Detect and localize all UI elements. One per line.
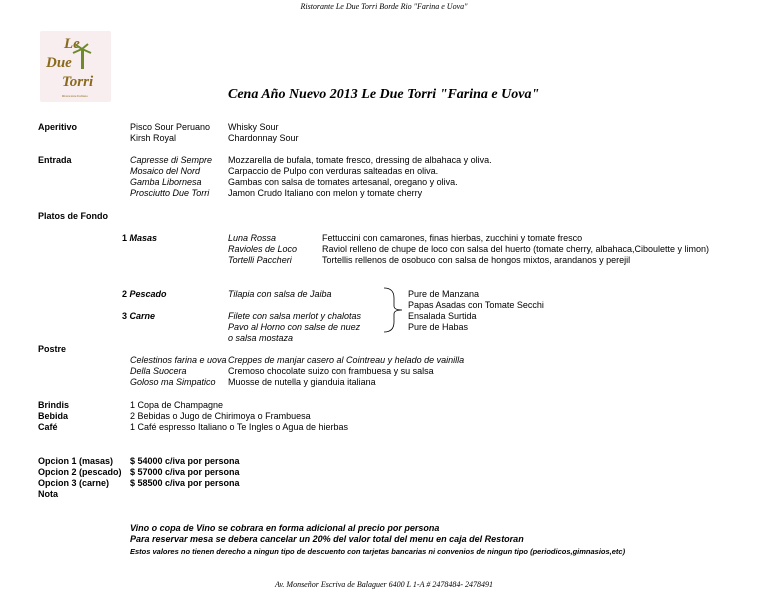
option-label: Nota xyxy=(38,489,58,499)
carne-dishes xyxy=(228,311,361,344)
aperitivo-list-1 xyxy=(130,122,210,144)
option-label: Opcion 1 (masas) xyxy=(38,456,114,466)
dish-description: Jamon Crudo Italiano con melon y tomate cherry xyxy=(228,188,423,198)
menu-title: Cena Año Nuevo 2013 Le Due Torri "Farina e Uova" xyxy=(228,87,540,102)
course-carne xyxy=(122,311,155,322)
dish-name: Mosaico del Nord xyxy=(130,166,201,176)
note-vino: Vino o copa de Vino se cobrara en forma adicional al precio por persona xyxy=(130,523,440,533)
postre-names xyxy=(130,355,227,388)
course-label: Pescado xyxy=(129,289,167,299)
dish-name: Pavo al Horno con salse de nuez xyxy=(228,322,361,332)
side-dish: Pure de Manzana xyxy=(408,289,480,299)
dish-name: Luna Rossa xyxy=(228,233,277,243)
dish-name: Tortelli Paccheri xyxy=(228,255,292,265)
side-dish: Papas Asadas con Tomate Secchi xyxy=(408,300,544,310)
option-price: $ 57000 c/iva por persona xyxy=(130,467,240,477)
dish-description: Gambas con salsa de tomates artesanal, oregano y oliva. xyxy=(228,177,458,187)
drink-value: 2 Bebidas o Jugo de Chirimoya o Frambuesa xyxy=(130,411,311,421)
logo-palm-trunk-icon xyxy=(81,49,84,69)
drink-label: Brindis xyxy=(38,400,70,410)
side-dish: Pure de Habas xyxy=(408,322,469,332)
course-pescado xyxy=(122,289,167,300)
dish-name: Ravioles de Loco xyxy=(228,244,298,254)
dish-description: Raviol relleno de chupe de loco con salsa del huerto (tomate cherry, albahaca,Ciboulette y limon) xyxy=(322,244,710,254)
option-prices xyxy=(130,456,240,489)
drink-label: Café xyxy=(38,422,58,432)
restaurant-logo xyxy=(40,31,111,102)
masas-names xyxy=(228,233,297,266)
dish-name: Filete con salsa merlot y chalotas xyxy=(228,311,362,321)
note-descuentos: Estos valores no tienen derecho a ningun tipo de descuento con tarjetas bancarias ni convenios de ningun tipo (periodicos,gimnasios,etc) xyxy=(130,547,626,556)
postre-descriptions xyxy=(228,355,464,388)
dish-description: Tortellis rellenos de osobuco con salsa de hongos mixtos, arandanos y perejil xyxy=(322,255,631,265)
pescado-dish: Tilapia con salsa de Jaiba xyxy=(228,289,332,299)
brace-icon xyxy=(380,286,406,334)
option-label: Opcion 2 (pescado) xyxy=(38,467,122,477)
aperitivo-item: Pisco Sour Peruano xyxy=(130,122,211,132)
dish-name: Goloso ma Simpatico xyxy=(130,377,216,387)
option-labels xyxy=(38,456,122,500)
dish-name: Prosciutto Due Torri xyxy=(130,188,210,198)
dish-description: Carpaccio de Pulpo con verduras salteadas en oliva. xyxy=(228,166,439,176)
section-label-platos-de-fondo: Platos de Fondo xyxy=(38,211,109,221)
masas-descriptions xyxy=(322,233,709,266)
course-number: 3 xyxy=(122,311,128,321)
dish-name: Gamba Libornesa xyxy=(130,177,202,187)
dish-name: Della Suocera xyxy=(130,366,187,376)
page-header: Ristorante Le Due Torri Borde Rio "Farina e Uova" xyxy=(300,2,468,11)
course-masas xyxy=(122,233,157,244)
side-dish: Ensalada Surtida xyxy=(408,311,477,321)
dish-description: Cremoso chocolate suizo con frambuesa y su salsa xyxy=(228,366,434,376)
course-number: 1 xyxy=(122,233,128,243)
drink-label: Bebida xyxy=(38,411,69,421)
page-footer: Av. Monseñor Escriva de Balaguer 6400 L 1-A # 2478484- 2478491 xyxy=(275,580,493,589)
section-label-postre: Postre xyxy=(38,344,67,354)
course-number: 2 xyxy=(122,289,128,299)
note-reserva: Para reservar mesa se debera cancelar un 20% del valor total del menu en caja del Restoran xyxy=(130,534,524,544)
side-dishes xyxy=(408,289,544,333)
dish-description: Fettuccini con camarones, finas hierbas, zucchini y tomate fresco xyxy=(322,233,583,243)
aperitivo-list-2 xyxy=(228,122,299,144)
entrada-names xyxy=(130,155,212,199)
logo-text-torri: Torri xyxy=(62,74,94,90)
drinks-labels xyxy=(38,400,69,433)
option-price: $ 54000 c/iva por persona xyxy=(130,456,240,466)
section-label-aperitivo: Aperitivo xyxy=(38,122,78,132)
drink-value: 1 Café espresso Italiano o Te Ingles o Agua de hierbas xyxy=(130,422,348,432)
option-label: Opcion 3 (carne) xyxy=(38,478,110,488)
dish-name: o salsa mostaza xyxy=(228,333,294,343)
course-label: Carne xyxy=(129,311,156,321)
course-label: Masas xyxy=(129,233,158,243)
dish-description: Mozzarella de bufala, tomate fresco, dressing de albahaca y oliva. xyxy=(228,155,492,165)
aperitivo-item: Chardonnay Sour xyxy=(228,133,299,143)
drink-value: 1 Copa de Champagne xyxy=(130,400,224,410)
dish-name: Celestinos farina e uova xyxy=(130,355,227,365)
option-price: $ 58500 c/iva por persona xyxy=(130,478,240,488)
dish-description: Muosse de nutella y gianduia italiana xyxy=(228,377,376,387)
logo-text-le: Le xyxy=(64,36,80,52)
logo-text-due: Due xyxy=(46,55,72,71)
section-label-entrada: Entrada xyxy=(38,155,72,165)
aperitivo-item: Whisky Sour xyxy=(228,122,279,132)
logo-tagline: Ristorante Italiano xyxy=(62,94,88,98)
dish-name: Capresse di Sempre xyxy=(130,155,213,165)
drinks-values xyxy=(130,400,348,433)
aperitivo-item: Kirsh Royal xyxy=(130,133,177,143)
dish-description: Creppes de manjar casero al Cointreau y helado de vainilla xyxy=(228,355,465,365)
entrada-descriptions xyxy=(228,155,492,199)
